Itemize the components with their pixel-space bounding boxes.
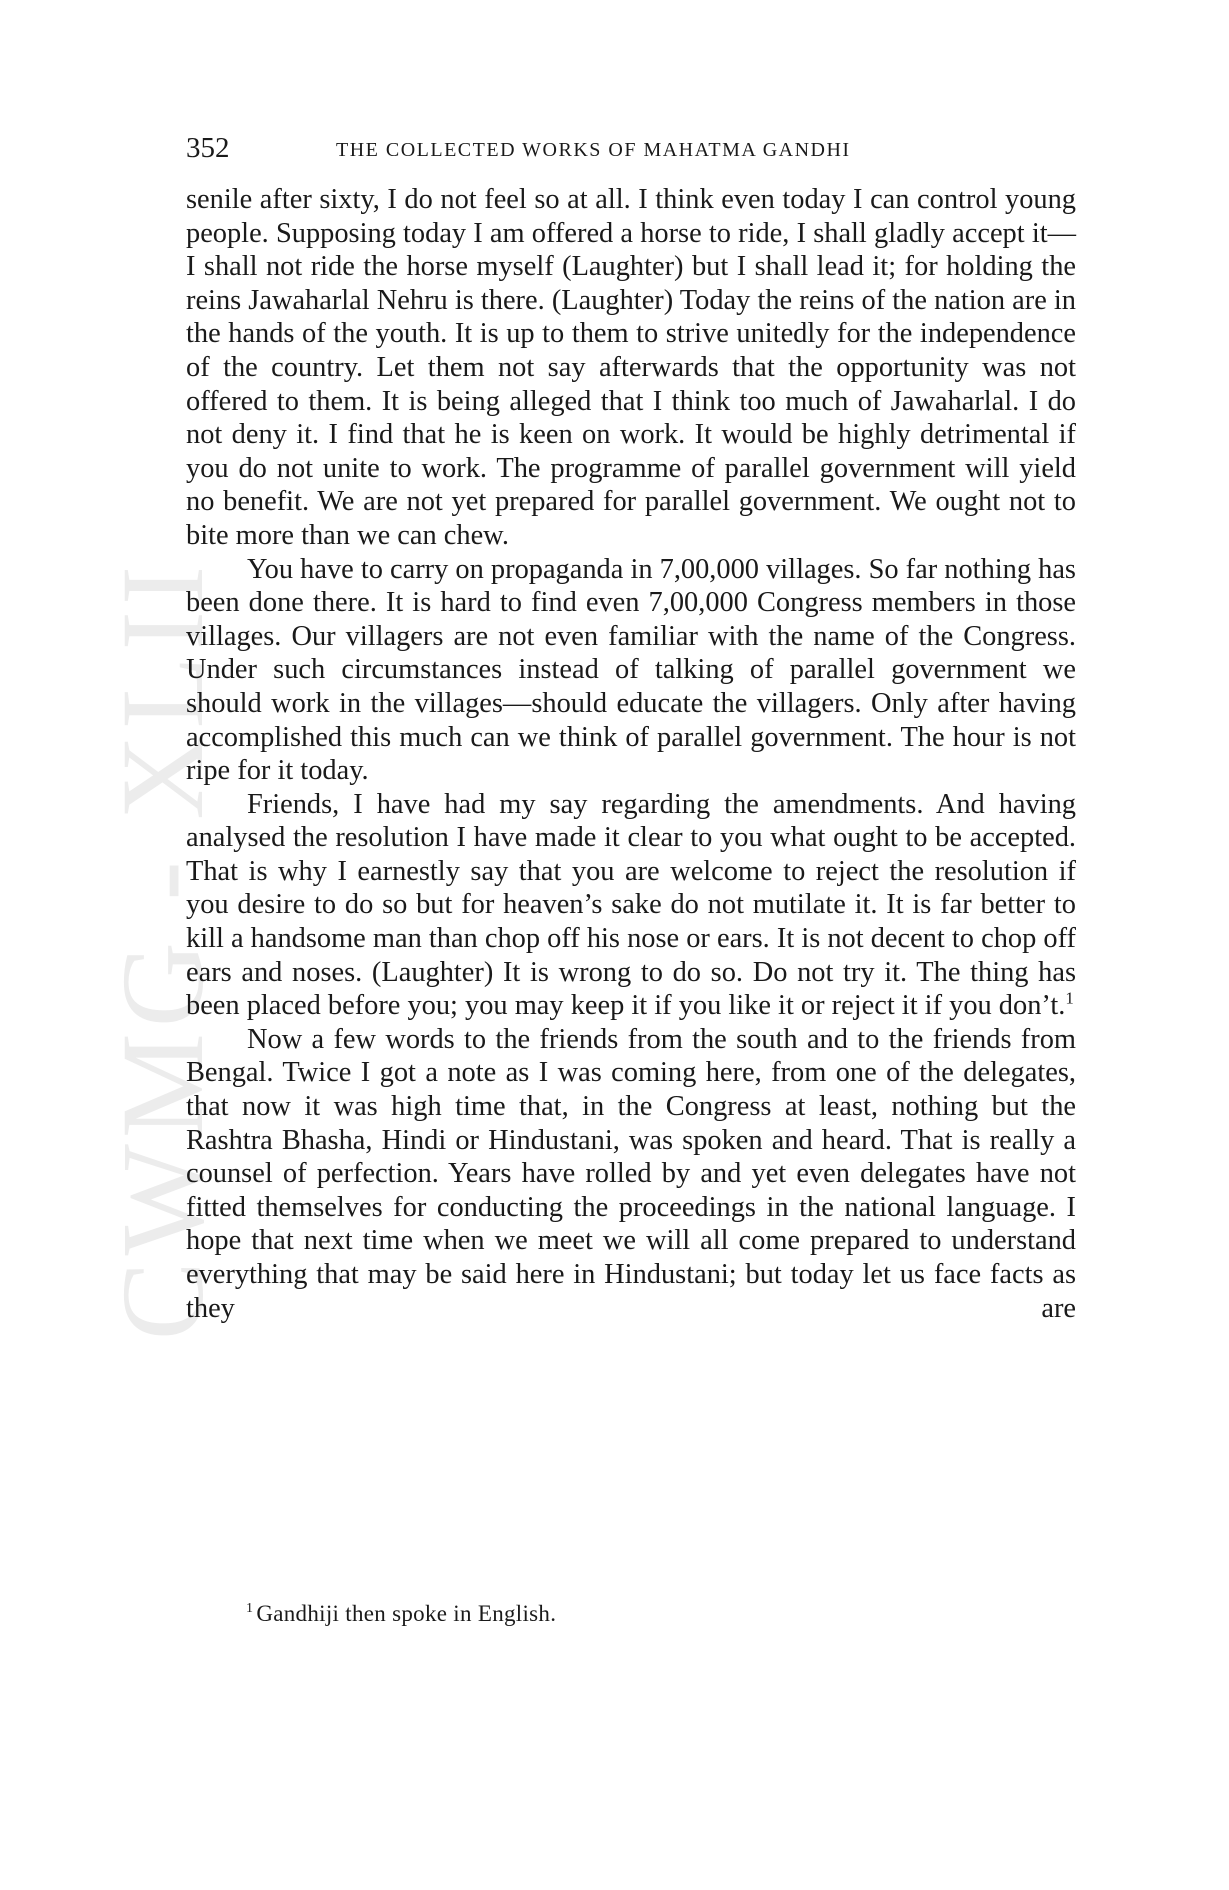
footnote — [246, 1598, 1076, 1630]
watermark-text: CWMG - XLII — [97, 559, 228, 1341]
page-number: 352 — [186, 132, 230, 164]
footnote-reference[interactable]: 1 — [1065, 988, 1074, 1008]
paragraph — [186, 553, 1076, 788]
paragraph-text: You have to carry on propaganda in 7,00,000 villages. So far nothing has been done there. It is hard to find even 7,00,000 Congress members in those villages. Our villagers are not even familiar with the name of the Congress. Under such circumstances instead of talking of parallel government we should work in the villages—should educate the villagers. Only after having accomplished this much can we think of parallel government. The hour is not ripe for it today. — [186, 553, 1076, 787]
paragraph-text: Now a few words to the friends from the south and to the friends from Bengal. Twice I got a note as I was coming here, from one of the delegates, that now it was high time that, in the Congress at least, nothing but the Rashtra Bhasha, Hindi or Hindustani, was spoken and heard. That is really a counsel of perfection. Years have rolled by and yet even delegates have not fitted themselves for conducting the proceedings in the national language. I hope that next time when we meet we will all come prepared to understand everything that may be said here in Hindustani; but today let us face facts as they are — [186, 1023, 1076, 1324]
paragraph-continued — [186, 183, 1076, 553]
body-text — [186, 183, 1076, 1325]
footnote-text: Gandhiji then spoke in English. — [256, 1601, 557, 1626]
paragraph — [186, 788, 1076, 1023]
running-head: THE COLLECTED WORKS OF MAHATMA GANDHI — [336, 139, 851, 161]
footnote-mark: 1 — [246, 1601, 254, 1617]
paragraph — [186, 1023, 1076, 1325]
page-header — [186, 128, 1076, 168]
paragraph-text: Friends, I have had my say regarding the amendments. And having analysed the resolution I have made it clear to you what ought to be accepted. That is why I earnestly say that you are welcome to reject the resolution if you desire to do so but for heaven’s sake do not mutilate it. It is far better to kill a handsome man than chop off his nose or ears. It is not decent to chop off ears and noses. (Laughter) It is wrong to do so. Do not try it. The thing has been placed before you; you may keep it if you like it or reject it if you don’t. — [186, 788, 1076, 1022]
paragraph-text: senile after sixty, I do not feel so at all. I think even today I can control young people. Supposing today I am offered a horse to ride, I shall gladly accept it—I shall not ride the horse myself (Laughter) but I shall lead it; for holding the reins Jawaharlal Nehru is there. (Laughter) Today the reins of the nation are in the hands of the youth. It is up to them to strive unitedly for the independence of the country. Let them not say afterwards that the opportunity was not offered to them. It is being alleged that I think too much of Jawaharlal. I do not deny it. I find that he is keen on work. It would be highly detrimental if you do not unite to work. The programme of parallel government will yield no benefit. We are not yet prepared for parallel government. We ought not to bite more than we can chew. — [186, 184, 1076, 551]
